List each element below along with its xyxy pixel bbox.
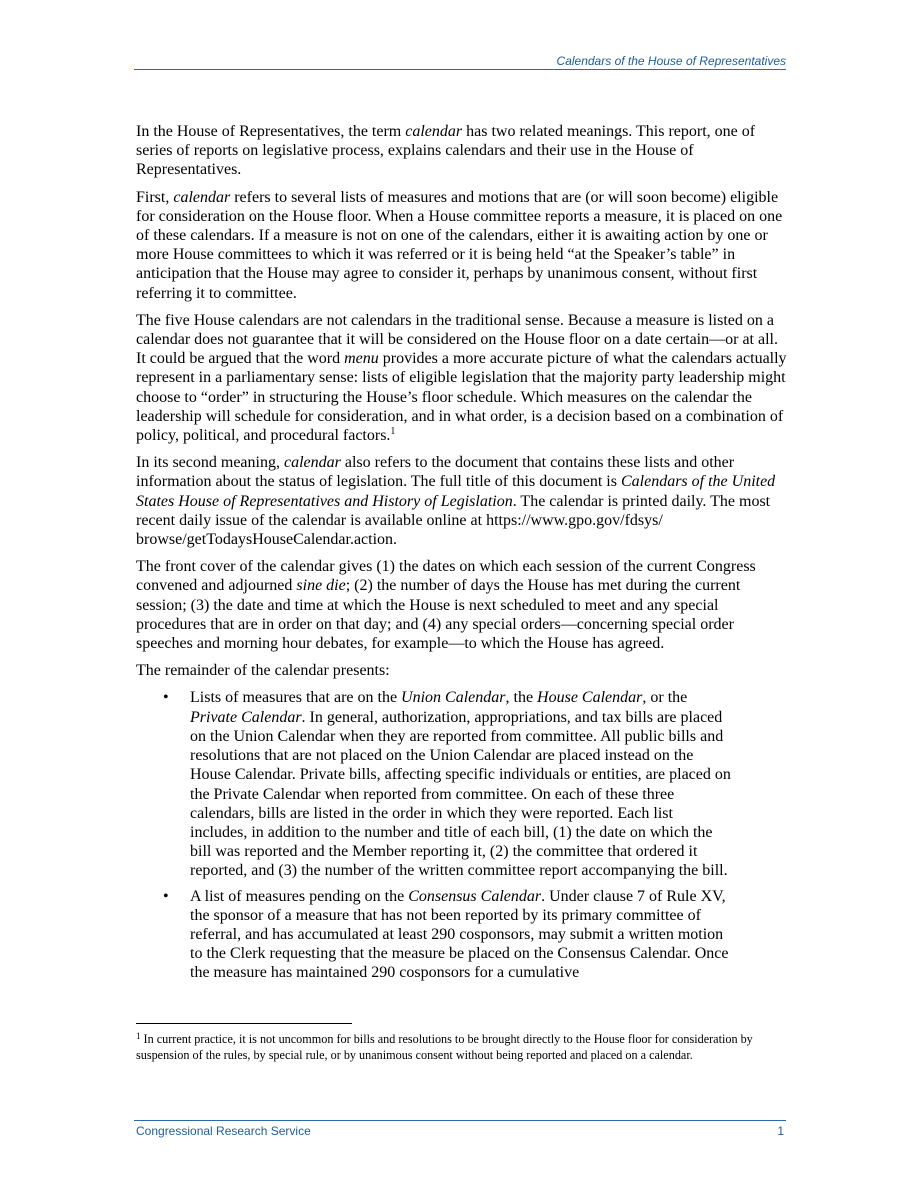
footnote-reference[interactable]: 1 [390,426,396,438]
document-title: Calendars of the United States House of Representatives and History of Legislation [136,473,776,510]
footer-organization: Congressional Research Service [136,1124,311,1138]
bullet-icon: • [163,887,169,905]
paragraph-5: The front cover of the calendar gives (1) the dates on which each session of the current Congress convened and adjourned sine die; (2) the number of days the House has met during the current session; (3) the date and time at which the House is next scheduled to meet and any special procedures that are in order on that day; and (4) any special orders—concerning special order speeches and morning hour debates, for example—to which the House has agreed. [136,558,756,653]
footnote-text: In current practice, it is not uncommon for bills and resolutions to be brought directly to the House floor for consideration by suspension of the rules, by special rule, or by unanimous consent without being reported and placed on a calendar. [136,1032,753,1063]
header-rule [134,69,786,70]
running-header-title: Calendars of the House of Representatives [556,54,786,68]
footnote-separator [136,1023,352,1024]
bullet-icon: • [163,689,169,707]
page-number: 1 [777,1124,784,1138]
emphasis-term: sine die [296,577,346,595]
paragraph-6: The remainder of the calendar presents: [136,662,390,680]
list-item: • Lists of measures that are on the Union Calendar, the House Calendar, or the Private Calendar. In general, authorization, appropriations, and tax bills are placed on the Union Calendar when they are reported from committee. All public bills and resolutions that are not placed on the Union Calendar are placed instead on the House Calendar. Private bills, affecting specific individuals or entities, are placed on the Private Calendar when reported from committee. On each of these three calendars, bills are listed in the order in which they were reported. Each list includes, in addition to the number and title of each bill, (1) the date on which the bill was reported and the Member reporting it, (2) the committee that ordered it reported, and (3) the number of the written committee report accompanying the bill. [163,689,731,880]
footer-rule [134,1120,786,1121]
paragraph-4: In its second meaning, calendar also refers to the document that contains these lists and other information about the status of legislation. The full title of this document is Calendars of the United States House of Representatives and History of Legislation. The calendar is printed daily. The most recent daily issue of the calendar is available online at https://www.gpo.gov/fdsys/ browse/getTodaysHouseCalendar.action. [136,454,776,549]
list-item: • A list of measures pending on the Consensus Calendar. Under clause 7 of Rule XV, the sponsor of a measure that has not been reported by its primary committee of referral, and has accumulated at least 290 cosponsors, may submit a written motion to the Clerk requesting that the measure be placed on the Consensus Calendar. Once the measure has maintained 290 cosponsors for a cumulative [163,887,729,982]
paragraph-3: The five House calendars are not calendars in the traditional sense. Because a measure is listed on a calendar does not guarantee that it will be considered on the House floor on a date certain—or at all. It could be argued that the word menu provides a more accurate picture of what the calendars actually represent in a parliamentary sense: lists of eligible legislation that the majority party leadership might choose to “order” in structuring the House’s floor schedule. Which measures on the calendar the leadership will schedule for consideration, and in what order, is a decision based on a combination of policy, political, and procedural factors.$^1$ [136,311,787,445]
paragraph-1: In the House of Representatives, the term calendar has two related meanings. This report, one of series of reports on legislative process, explains calendars and their use in the House of Representatives. [136,123,756,179]
emphasis-term: calendar [173,188,231,206]
emphasis-term: menu [344,350,379,368]
paragraph-2: First, calendar refers to several lists of measures and motions that are (or will soon become) eligible for consideration on the House floor. When a House committee reports a measure, it is placed on one of these calendars. If a measure is not on one of the calendars, either it is awaiting action by one or more House committees to which it was referred or it is being held “at the Speaker’s table” in anticipation that the House may agree to consider it, perhaps by unanimous consent, without first referring it to committee. [136,188,783,302]
footnote [136,1031,788,1064]
report-body [136,122,788,989]
emphasis-term: calendar [283,454,341,472]
bullet-list [136,688,788,982]
emphasis-term: calendar [405,123,463,140]
footnote-number: 1 [136,1031,141,1041]
